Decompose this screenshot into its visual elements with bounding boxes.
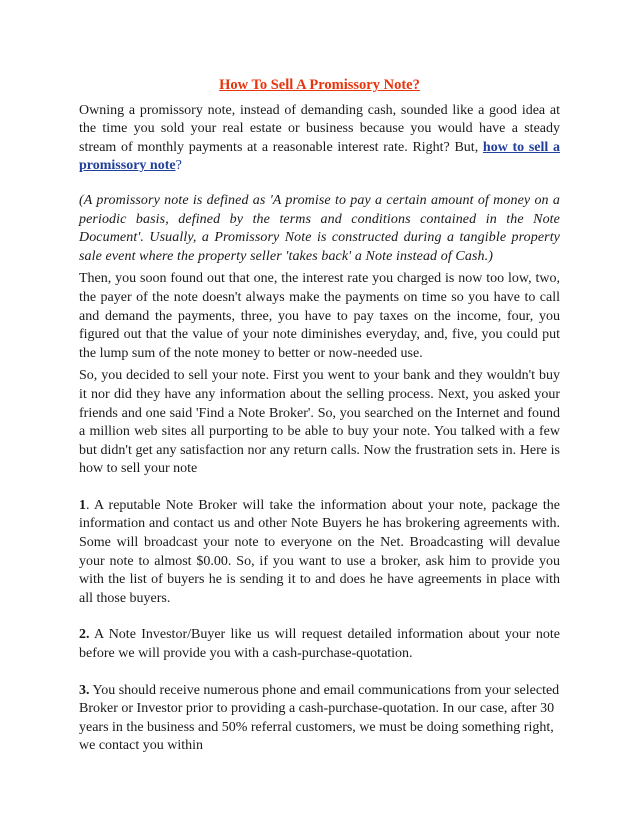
intro-text: Owning a promissory note, instead of demanding cash, sounded like a good idea at the time you sold your real estate or business because you would have a steady stream of monthly payments at a reasonable interest rate. Right? But, <box>79 102 560 155</box>
step-2-number: 2. <box>79 627 90 643</box>
then-paragraph: Then, you soon found out that one, the interest rate you charged is now too low, two, the payer of the note doesn't always make the payments on time so you have to call and demand the payments, three, you have to pay taxes on the income, four, you figured out that the value of your note diminishes everyday, and, five, you could put the lump sum of the note money to better or now-needed use. <box>79 271 560 361</box>
step-2-text: A Note Investor/Buyer like us will request detailed information about your note before we will provide you with a cash-purchase-quotation. <box>79 627 560 662</box>
document-page <box>79 76 560 760</box>
step-1-paragraph <box>79 497 560 609</box>
step-1-text: . A reputable Note Broker will take the information about your note, package the information and contact us and other Note Buyers he has brokering agreements with. Some will broadcast your note to everyone on the Net. Broadcasting will devalue your note to almost $0.00. So, if you want to use a broker, ask him to provide you with the list of buyers he is sending it to and does he have agreements in place with all those buyers. <box>79 497 560 606</box>
document-title: How To Sell A Promissory Note? <box>219 77 420 93</box>
sell-promissory-note-link[interactable]: how to sell a promissory note <box>79 139 560 174</box>
so-paragraph: So, you decided to sell your note. First you went to your bank and they wouldn't buy it nor did they have any information about the selling process. Next, you asked your friends and one said 'Find a Note Broker'. So, you searched on the Internet and found a million web sites all purporting to be able to buy your note. You talked with a few but didn't get any satisfaction nor any return calls. Now the frustration sets in. Here is how to sell your note <box>79 368 560 477</box>
step-1-number: 1 <box>79 497 86 513</box>
intro-question-mark: ? <box>175 158 182 174</box>
step-3-number: 3. <box>79 682 90 698</box>
intro-paragraph <box>79 102 560 176</box>
step-3-paragraph <box>79 682 560 756</box>
step-3-text: You should receive numerous phone and email communications from your selected Broker or Investor prior to providing a cash-purchase-quotation. In our case, after 30 years in the business and 50% referral customers, we must be doing something right, we contact you within <box>79 682 560 754</box>
step-2-paragraph <box>79 626 560 663</box>
definition-paragraph: (A promissory note is defined as 'A promise to pay a certain amount of money on a periodic basis, defined by the terms and conditions contained in the Note Document'. Usually, a Promissory Note is constructed during a tangible property sale event where the property seller 'takes back' a Note instead of Cash.) <box>79 192 560 264</box>
